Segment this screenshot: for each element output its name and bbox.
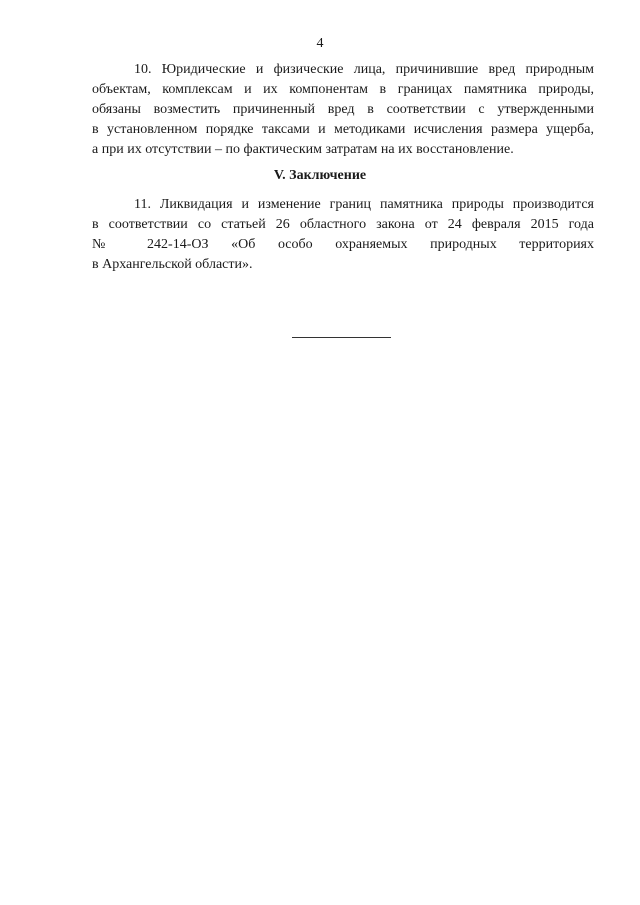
section-heading: V. Заключение xyxy=(273,168,367,183)
page-number: 4 xyxy=(316,36,324,51)
paragraph-line: в соответствии со статьей 26 областного закона от 24 февраля 2015 года xyxy=(92,217,594,232)
paragraph-11 xyxy=(92,195,594,275)
paragraph-line: 10. Юридические и физические лица, причинившие вред природным xyxy=(134,62,594,77)
paragraph-10 xyxy=(92,60,594,160)
paragraph-line: в Архангельской области». xyxy=(92,257,253,272)
end-of-document-rule xyxy=(292,337,391,338)
paragraph-line: обязаны возместить причиненный вред в соответствии с утвержденными xyxy=(92,102,594,117)
paragraph-line: № 242-14-ОЗ «Об особо охраняемых природных территориях xyxy=(92,237,594,252)
paragraph-line: а при их отсутствии – по фактическим затратам на их восстановление. xyxy=(92,142,514,157)
paragraph-line: в установленном порядке таксами и методиками исчисления размера ущерба, xyxy=(92,122,594,137)
paragraph-line: 11. Ликвидация и изменение границ памятника природы производится xyxy=(134,197,594,212)
paragraph-line: объектам, комплексам и их компонентам в границах памятника природы, xyxy=(92,82,594,97)
